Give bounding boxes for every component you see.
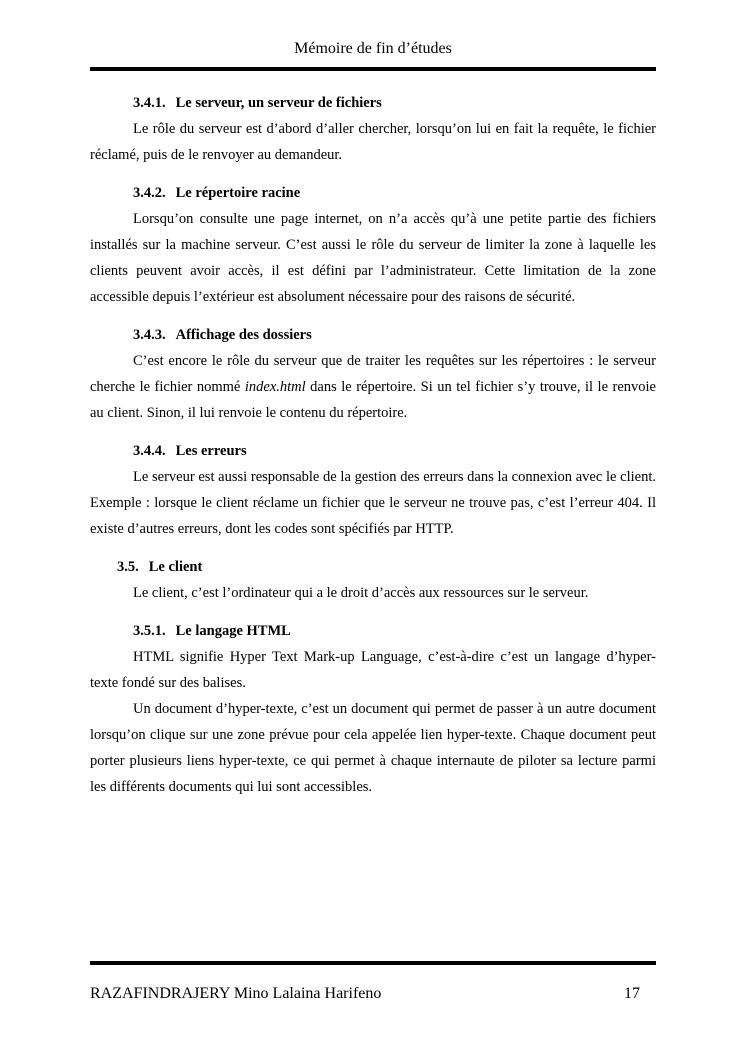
paragraph bbox=[90, 348, 656, 426]
paragraph-run: dans le répertoire. Si un tel fichier s’y trouve, il le renvoie au client. Sinon, il lui renvoie le contenu du répertoire. bbox=[90, 379, 656, 421]
section-3-5-1 bbox=[90, 618, 656, 800]
paragraph: Un document d’hyper-texte, c’est un document qui permet de passer à un autre document lorsqu’on clique sur une zone prévue pour cela appelée lien hyper-texte. Chaque document peut porter plusieurs liens hyper-texte, ce qui permet à chaque internaute de piloter sa lecture parmi les différents documents qui lui sont accessibles. bbox=[90, 701, 656, 795]
section-heading bbox=[90, 438, 656, 464]
section-heading bbox=[90, 180, 656, 206]
section-3-4-4 bbox=[90, 438, 656, 542]
page-footer bbox=[90, 961, 656, 1005]
heading-number: 3.5. bbox=[117, 559, 139, 575]
heading-number: 3.4.2. bbox=[133, 185, 166, 201]
section-3-4-2 bbox=[90, 180, 656, 310]
heading-number: 3.4.4. bbox=[133, 443, 166, 459]
section-heading bbox=[90, 618, 656, 644]
heading-title: Affichage des dossiers bbox=[175, 327, 312, 343]
section-3-4-3 bbox=[90, 322, 656, 426]
paragraph-run-italic: index.html bbox=[244, 379, 306, 395]
section-3-4-1 bbox=[90, 90, 656, 168]
section-3-5 bbox=[90, 554, 656, 606]
heading-title: Les erreurs bbox=[175, 443, 247, 459]
heading-title: Le client bbox=[148, 559, 203, 575]
header-title: Mémoire de fin d’études bbox=[294, 40, 452, 57]
paragraph: Le client, c’est l’ordinateur qui a le droit d’accès aux ressources sur le serveur. bbox=[133, 585, 589, 601]
section-heading bbox=[90, 554, 656, 580]
page-body bbox=[90, 78, 656, 800]
paragraph: Lorsqu’on consulte une page internet, on n’a accès qu’à une petite partie des fichiers installés sur la machine serveur. C’est aussi le rôle du serveur de limiter la zone à laquelle les clients peuvent avoir accès, il est défini par l’administrateur. Cette limitation de la zone accessible depuis l’extérieur est absolument nécessaire pour des raisons de sécurité. bbox=[90, 211, 656, 305]
footer-author: RAZAFINDRAJERY Mino Lalaina Harifeno bbox=[90, 985, 382, 1002]
paragraph: HTML signifie Hyper Text Mark-up Language, c’est-à-dire c’est un langage d’hyper-texte fondé sur des balises. bbox=[90, 649, 656, 691]
heading-number: 3.4.3. bbox=[133, 327, 166, 343]
section-heading bbox=[90, 322, 656, 348]
footer-rule bbox=[90, 961, 656, 965]
paragraph: Le rôle du serveur est d’abord d’aller chercher, lorsqu’on lui en fait la requête, le fichier réclamé, puis de le renvoyer au demandeur. bbox=[90, 121, 656, 163]
section-heading bbox=[90, 90, 656, 116]
paragraph: Le serveur est aussi responsable de la gestion des erreurs dans la connexion avec le client. Exemple : lorsque le client réclame un fichier que le serveur ne trouve pas, c’est l’erreur 404. Il existe d’autres erreurs, dont les codes sont spécifiés par HTTP. bbox=[90, 469, 656, 537]
heading-title: Le serveur, un serveur de fichiers bbox=[175, 95, 382, 111]
footer-row bbox=[90, 983, 656, 1005]
heading-title: Le répertoire racine bbox=[175, 185, 301, 201]
heading-number: 3.5.1. bbox=[133, 623, 166, 639]
heading-number: 3.4.1. bbox=[133, 95, 166, 111]
header-rule bbox=[90, 67, 656, 71]
heading-title: Le langage HTML bbox=[175, 623, 291, 639]
paragraph-run: C’est encore le rôle du serveur que de traiter les requêtes sur les répertoires : le serveur cherche le fichier nommé bbox=[90, 353, 656, 395]
page-header bbox=[90, 38, 656, 71]
footer-page-number: 17 bbox=[624, 985, 640, 1002]
